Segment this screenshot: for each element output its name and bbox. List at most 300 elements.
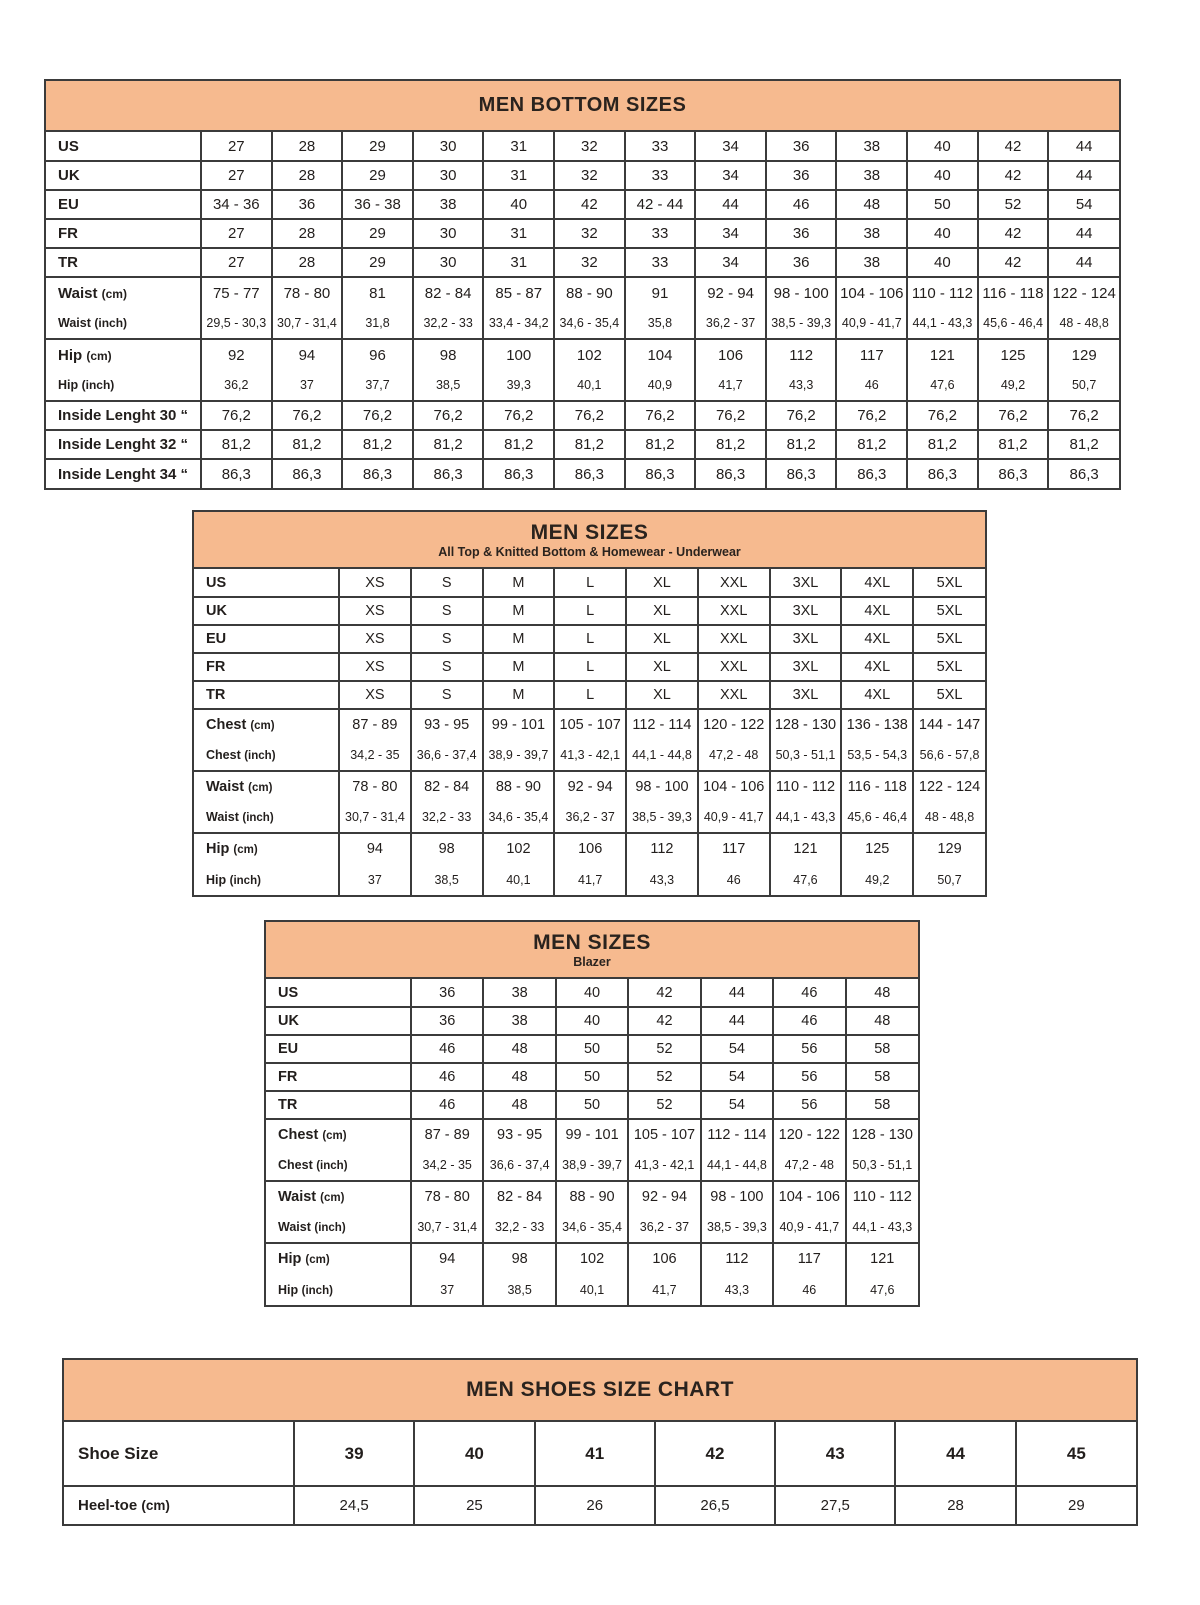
size-cell: 29,5 - 30,3	[201, 308, 272, 339]
row-label	[266, 1274, 411, 1305]
row-label-text: FR	[278, 1069, 298, 1085]
size-cell: 93 - 95	[483, 1119, 555, 1150]
size-cell: 34	[695, 248, 766, 277]
size-cell: 41,3 - 42,1	[554, 740, 626, 771]
size-cell: 104 - 106	[836, 277, 907, 308]
size-cell: 42	[628, 979, 700, 1007]
size-cell: 29	[342, 219, 413, 248]
size-cell: 121	[907, 339, 978, 370]
row-label-unit: (inch)	[314, 1222, 346, 1234]
size-cell: 28	[272, 219, 343, 248]
row-label-unit: (inch)	[244, 750, 276, 762]
size-cell: 30	[413, 132, 484, 161]
table-header	[64, 1360, 1136, 1422]
row-group	[266, 1063, 918, 1091]
size-cell: 52	[628, 1035, 700, 1063]
size-cell: 112	[626, 833, 698, 864]
size-cell: 48	[836, 190, 907, 219]
size-cell: 40	[556, 1007, 628, 1035]
size-cell: 98 - 100	[626, 771, 698, 802]
size-cell: 32,2 - 33	[411, 802, 483, 833]
table-row	[64, 1422, 1136, 1486]
table-row	[46, 277, 1119, 308]
table-row	[46, 339, 1119, 370]
size-cell: 40	[907, 248, 978, 277]
row-label-text: Inside Lenght 32 “	[58, 436, 189, 453]
size-cell: 120 - 122	[773, 1119, 845, 1150]
table-row	[46, 401, 1119, 430]
size-cell: 105 - 107	[554, 709, 626, 740]
size-cell: 31	[483, 248, 554, 277]
size-cell: 81,2	[836, 430, 907, 459]
size-cell: 81,2	[978, 430, 1049, 459]
size-cell: 36,6 - 37,4	[411, 740, 483, 771]
row-label-text: Waist	[206, 779, 245, 795]
size-cell: 76,2	[201, 401, 272, 430]
size-cell: 27	[201, 219, 272, 248]
size-cell: 26	[535, 1486, 655, 1524]
table-title: MEN SIZES	[530, 520, 649, 544]
size-cell: 76,2	[695, 401, 766, 430]
table-row	[266, 1119, 918, 1150]
size-cell: 78 - 80	[339, 771, 411, 802]
row-label	[46, 430, 201, 459]
size-cell: 75 - 77	[201, 277, 272, 308]
row-label	[46, 161, 201, 190]
size-cell: M	[483, 653, 555, 681]
size-cell: 85 - 87	[483, 277, 554, 308]
size-cell: S	[411, 681, 483, 709]
size-cell: 34	[695, 132, 766, 161]
size-cell: 3XL	[770, 653, 842, 681]
size-cell: S	[411, 653, 483, 681]
size-cell: 104 - 106	[698, 771, 770, 802]
row-label-text: Shoe Size	[78, 1443, 159, 1463]
table-row	[266, 1091, 918, 1119]
size-cell: 27	[201, 161, 272, 190]
size-cell: 44,1 - 44,8	[626, 740, 698, 771]
size-cell: 98	[411, 833, 483, 864]
size-cell: 31	[483, 219, 554, 248]
size-cell: 88 - 90	[556, 1181, 628, 1212]
size-cell: 5XL	[913, 681, 985, 709]
row-label-unit: (cm)	[250, 720, 275, 732]
size-cell: 129	[913, 833, 985, 864]
size-cell: 43,3	[626, 864, 698, 895]
table-row	[46, 132, 1119, 161]
size-cell: 34	[695, 219, 766, 248]
size-cell: 92 - 94	[554, 771, 626, 802]
row-label-text: US	[58, 137, 79, 155]
row-label	[194, 625, 339, 653]
row-label-text: Chest	[206, 748, 241, 762]
size-cell: 88 - 90	[483, 771, 555, 802]
size-cell: 36 - 38	[342, 190, 413, 219]
size-cell: 54	[1048, 190, 1119, 219]
table-row	[266, 1212, 918, 1243]
size-cell: 110 - 112	[846, 1181, 918, 1212]
size-cell: 49,2	[978, 370, 1049, 401]
size-cell: 4XL	[841, 597, 913, 625]
size-cell: 53,5 - 54,3	[841, 740, 913, 771]
size-cell: 46	[766, 190, 837, 219]
size-cell: 42	[978, 161, 1049, 190]
size-cell: 42	[978, 132, 1049, 161]
size-cell: 81	[342, 277, 413, 308]
row-label-text: Chest	[278, 1127, 319, 1143]
row-label	[194, 864, 339, 895]
size-cell: 46	[773, 1007, 845, 1035]
row-label-text: Chest	[278, 1158, 313, 1172]
size-cell: 39	[294, 1422, 414, 1486]
size-cell: 110 - 112	[907, 277, 978, 308]
table-row	[46, 161, 1119, 190]
size-cell: 45	[1016, 1422, 1136, 1486]
row-label	[64, 1422, 294, 1486]
size-cell: 44,1 - 44,8	[701, 1150, 773, 1181]
size-cell: 81,2	[625, 430, 696, 459]
men-sizes-top-table	[192, 510, 987, 897]
size-cell: 86,3	[625, 459, 696, 488]
size-cell: 49,2	[841, 864, 913, 895]
row-label	[194, 569, 339, 597]
size-cell: 125	[978, 339, 1049, 370]
size-cell: 38,9 - 39,7	[483, 740, 555, 771]
row-label	[194, 709, 339, 740]
size-cell: S	[411, 625, 483, 653]
size-cell: 110 - 112	[770, 771, 842, 802]
size-cell: 47,6	[770, 864, 842, 895]
size-cell: 44	[1048, 248, 1119, 277]
size-cell: 44	[1048, 161, 1119, 190]
row-label-text: UK	[58, 167, 80, 184]
size-cell: 87 - 89	[339, 709, 411, 740]
row-label-unit: (inch)	[316, 1160, 348, 1172]
table-title: MEN BOTTOM SIZES	[478, 94, 687, 116]
size-cell: 44,1 - 43,3	[846, 1212, 918, 1243]
row-label-text: Waist	[278, 1189, 317, 1205]
table-row	[46, 190, 1119, 219]
size-cell: 36	[411, 1007, 483, 1035]
table-header	[266, 922, 918, 979]
size-cell: 29	[342, 161, 413, 190]
row-label-text: TR	[58, 254, 78, 271]
table-subtitle: All Top & Knitted Bottom & Homewear - Underwear	[438, 544, 741, 559]
size-cell: 37,7	[342, 370, 413, 401]
size-cell: 36	[766, 248, 837, 277]
row-label-unit: (cm)	[322, 1130, 347, 1142]
row-group	[266, 979, 918, 1007]
size-cell: XS	[339, 625, 411, 653]
table-header	[46, 81, 1119, 132]
size-cell: 81,2	[342, 430, 413, 459]
size-cell: 76,2	[978, 401, 1049, 430]
size-cell: 29	[1016, 1486, 1136, 1524]
size-cell: 42	[554, 190, 625, 219]
size-cell: 33	[625, 219, 696, 248]
table-title: MEN SIZES	[533, 930, 651, 954]
size-cell: 47,6	[907, 370, 978, 401]
table-row	[266, 1007, 918, 1035]
size-cell: 30,7 - 31,4	[411, 1212, 483, 1243]
row-label-unit: (inch)	[229, 874, 261, 887]
size-cell: 44	[895, 1422, 1015, 1486]
size-cell: 48	[483, 1091, 555, 1119]
size-cell: 36	[766, 161, 837, 190]
row-label-unit: (inch)	[81, 378, 115, 392]
row-label-text: Hip	[206, 872, 227, 887]
size-cell: XS	[339, 569, 411, 597]
size-cell: 24,5	[294, 1486, 414, 1524]
row-label-text: Hip	[58, 346, 83, 364]
size-cell: L	[554, 625, 626, 653]
size-cell: 122 - 124	[1048, 277, 1119, 308]
men-shoes-size-table	[62, 1358, 1138, 1526]
row-label	[46, 132, 201, 161]
size-cell: 30	[413, 248, 484, 277]
size-table	[46, 132, 1119, 488]
row-label-text: Waist	[58, 316, 91, 330]
size-cell: 40	[907, 219, 978, 248]
size-cell: M	[483, 625, 555, 653]
size-cell: 128 - 130	[770, 709, 842, 740]
size-cell: 38	[483, 979, 555, 1007]
size-cell: 54	[701, 1063, 773, 1091]
size-cell: 117	[836, 339, 907, 370]
size-cell: XXL	[698, 625, 770, 653]
size-cell: 3XL	[770, 625, 842, 653]
table-row	[266, 979, 918, 1007]
row-label-unit: (cm)	[248, 782, 273, 794]
size-cell: M	[483, 597, 555, 625]
size-cell: 102	[554, 339, 625, 370]
size-cell: 82 - 84	[483, 1181, 555, 1212]
size-cell: 81,2	[201, 430, 272, 459]
size-cell: 38	[836, 161, 907, 190]
size-cell: 39,3	[483, 370, 554, 401]
size-cell: 94	[272, 339, 343, 370]
row-label-text: EU	[278, 1041, 299, 1057]
table-row	[194, 653, 985, 681]
row-group	[266, 1035, 918, 1063]
size-cell: XXL	[698, 569, 770, 597]
size-cell: 42	[655, 1422, 775, 1486]
size-cell: XL	[626, 597, 698, 625]
row-label-text: Waist	[278, 1220, 311, 1234]
size-cell: XXL	[698, 597, 770, 625]
row-group	[266, 1119, 918, 1181]
size-cell: 42	[978, 248, 1049, 277]
table-row	[194, 802, 985, 833]
row-label-text: Hip	[58, 378, 79, 392]
size-cell: 102	[483, 833, 555, 864]
men-sizes-blazer-table	[264, 920, 920, 1307]
size-cell: 5XL	[913, 625, 985, 653]
size-cell: 50,3 - 51,1	[846, 1150, 918, 1181]
table-row	[266, 1243, 918, 1274]
size-cell: 50,7	[913, 864, 985, 895]
size-cell: 48	[483, 1063, 555, 1091]
table-row	[266, 1274, 918, 1305]
size-cell: 38,9 - 39,7	[556, 1150, 628, 1181]
table-row	[266, 1035, 918, 1063]
row-group	[194, 569, 985, 597]
size-cell: 86,3	[272, 459, 343, 488]
row-label	[194, 597, 339, 625]
table-row	[46, 219, 1119, 248]
size-cell: 47,2 - 48	[698, 740, 770, 771]
size-cell: 33	[625, 248, 696, 277]
size-cell: 50,7	[1048, 370, 1119, 401]
size-cell: 76,2	[342, 401, 413, 430]
size-cell: S	[411, 597, 483, 625]
row-label	[266, 1007, 411, 1035]
row-label-text: Hip	[278, 1251, 302, 1267]
size-cell: 96	[342, 339, 413, 370]
row-label-unit: (cm)	[141, 1498, 170, 1513]
row-group	[46, 339, 1119, 401]
table-row	[194, 597, 985, 625]
row-label	[266, 1091, 411, 1119]
size-cell: 30	[413, 161, 484, 190]
row-label	[194, 740, 339, 771]
size-cell: 106	[628, 1243, 700, 1274]
size-cell: 105 - 107	[628, 1119, 700, 1150]
size-cell: 54	[701, 1091, 773, 1119]
size-cell: 52	[978, 190, 1049, 219]
size-cell: 40	[907, 132, 978, 161]
size-cell: L	[554, 681, 626, 709]
size-cell: 28	[895, 1486, 1015, 1524]
row-group	[64, 1486, 1136, 1524]
size-cell: 120 - 122	[698, 709, 770, 740]
row-label-text: UK	[206, 603, 227, 619]
size-cell: 30,7 - 31,4	[272, 308, 343, 339]
size-cell: 38	[413, 190, 484, 219]
size-cell: 36,2 - 37	[628, 1212, 700, 1243]
size-cell: 81,2	[272, 430, 343, 459]
row-group	[194, 709, 985, 771]
size-cell: 4XL	[841, 625, 913, 653]
size-cell: XS	[339, 681, 411, 709]
row-group	[46, 459, 1119, 488]
size-cell: 33,4 - 34,2	[483, 308, 554, 339]
size-cell: 86,3	[554, 459, 625, 488]
size-cell: 99 - 101	[556, 1119, 628, 1150]
row-label-unit: (inch)	[242, 812, 274, 824]
size-cell: 81,2	[766, 430, 837, 459]
row-label	[266, 1243, 411, 1274]
row-label-text: US	[206, 574, 227, 591]
size-cell: 34,2 - 35	[339, 740, 411, 771]
row-label	[266, 1181, 411, 1212]
size-cell: 44	[695, 190, 766, 219]
size-cell: 106	[695, 339, 766, 370]
table-row	[194, 709, 985, 740]
size-cell: L	[554, 653, 626, 681]
size-cell: 38	[836, 219, 907, 248]
size-cell: 28	[272, 161, 343, 190]
row-label	[266, 1150, 411, 1181]
size-table	[194, 569, 985, 895]
size-cell: 40,9 - 41,7	[773, 1212, 845, 1243]
size-cell: 30	[413, 219, 484, 248]
size-cell: 99 - 101	[483, 709, 555, 740]
row-group	[46, 277, 1119, 339]
row-label	[46, 248, 201, 277]
size-cell: 76,2	[272, 401, 343, 430]
table-row	[194, 864, 985, 895]
size-cell: 40,1	[554, 370, 625, 401]
size-cell: 38	[836, 248, 907, 277]
size-cell: 5XL	[913, 569, 985, 597]
size-cell: 46	[773, 979, 845, 1007]
row-group	[46, 190, 1119, 219]
size-cell: 76,2	[1048, 401, 1119, 430]
row-label-text: Inside Lenght 34 “	[58, 465, 189, 483]
size-cell: 87 - 89	[411, 1119, 483, 1150]
size-cell: 36,2 - 37	[554, 802, 626, 833]
size-table	[266, 979, 918, 1305]
table-row	[194, 569, 985, 597]
size-cell: 56	[773, 1091, 845, 1119]
row-group	[194, 625, 985, 653]
table-row	[194, 740, 985, 771]
size-cell: 43,3	[766, 370, 837, 401]
size-cell: 54	[701, 1035, 773, 1063]
size-cell: 116 - 118	[841, 771, 913, 802]
row-group	[194, 681, 985, 709]
row-label	[194, 681, 339, 709]
size-cell: 38,5	[413, 370, 484, 401]
size-cell: L	[554, 569, 626, 597]
size-cell: 58	[846, 1035, 918, 1063]
size-cell: 5XL	[913, 653, 985, 681]
size-cell: 34,6 - 35,4	[483, 802, 555, 833]
size-cell: 40	[907, 161, 978, 190]
row-label-text: FR	[58, 225, 78, 242]
size-cell: 76,2	[483, 401, 554, 430]
row-label	[194, 653, 339, 681]
table-row	[194, 833, 985, 864]
row-group	[266, 1181, 918, 1243]
size-cell: 41,7	[695, 370, 766, 401]
size-cell: 52	[628, 1091, 700, 1119]
size-cell: 81,2	[483, 430, 554, 459]
size-cell: XXL	[698, 653, 770, 681]
size-cell: 136 - 138	[841, 709, 913, 740]
row-label-text: Waist	[58, 284, 98, 302]
size-cell: 76,2	[554, 401, 625, 430]
size-cell: 38	[483, 1007, 555, 1035]
size-cell: 48 - 48,8	[913, 802, 985, 833]
size-cell: 40,9 - 41,7	[698, 802, 770, 833]
men-bottom-sizes-table	[44, 79, 1121, 490]
size-cell: 46	[698, 864, 770, 895]
table-row	[46, 308, 1119, 339]
size-cell: 76,2	[907, 401, 978, 430]
size-cell: 38,5	[483, 1274, 555, 1305]
table-row	[46, 430, 1119, 459]
size-cell: 44	[701, 979, 773, 1007]
size-cell: 50,3 - 51,1	[770, 740, 842, 771]
size-cell: 46	[411, 1091, 483, 1119]
size-cell: 36	[766, 219, 837, 248]
size-cell: 38,5 - 39,3	[701, 1212, 773, 1243]
size-cell: 40,1	[483, 864, 555, 895]
size-cell: 78 - 80	[411, 1181, 483, 1212]
size-cell: 4XL	[841, 653, 913, 681]
